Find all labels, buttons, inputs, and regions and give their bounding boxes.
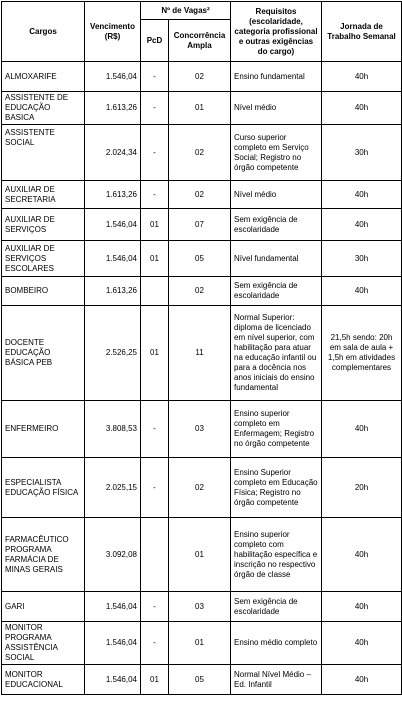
cell-vencimento: 2.526,25 [85,306,141,401]
cell-ampla: 02 [169,62,231,92]
cell-cargo: ENFERMEIRO [2,401,85,458]
cell-jornada: 40h [322,622,402,665]
cell-jornada: 40h [322,277,402,306]
cell-vencimento: 1.546,04 [85,592,141,622]
cell-vencimento: 1.613,26 [85,181,141,209]
cell-ampla: 02 [169,458,231,518]
table-row [2,181,402,209]
cell-ampla: 02 [169,277,231,306]
cell-cargo: ALMOXARIFE [2,62,85,92]
table-row [2,241,402,277]
cell-cargo: MONITOR PROGRAMA ASSISTÊNCIA SOCIAL [2,622,85,665]
cell-requisitos: Curso superior completo em Serviço Social; Registro no órgão competente [231,125,322,181]
cell-vencimento: 3.808,53 [85,401,141,458]
cell-jornada: 40h [322,62,402,92]
cell-pcd: - [141,622,169,665]
cell-vencimento: 1.546,04 [85,241,141,277]
cell-ampla: 05 [169,665,231,695]
cell-cargo: ASSISTENTE DE EDUCAÇÃO BASICA [2,92,85,125]
cell-jornada: 40h [322,665,402,695]
header-jornada: Jornada de Trabalho Semanal [322,2,402,62]
cell-vencimento: 2.024,34 [85,125,141,181]
table-row [2,458,402,518]
cell-requisitos: Nível fundamental [231,241,322,277]
cell-requisitos: Normal Nível Médio – Ed. Infantil [231,665,322,695]
cell-cargo: DOCENTE EDUCAÇÃO BÁSICA PEB [2,306,85,401]
cell-pcd: 01 [141,306,169,401]
cell-jornada: 30h [322,125,402,181]
cell-ampla: 03 [169,401,231,458]
cell-pcd [141,518,169,592]
cell-pcd: 01 [141,241,169,277]
cell-ampla: 07 [169,209,231,241]
header-ampla: Concorrência Ampla [169,20,231,62]
cell-jornada: 21,5h sendo: 20h em sala de aula + 1,5h em atividades complementares [322,306,402,401]
cell-requisitos: Ensino superior completo com habilitação específica e inscrição no respectivo órgão de classe [231,518,322,592]
table-row [2,62,402,92]
cell-ampla: 01 [169,92,231,125]
cell-requisitos: Nível médio [231,181,322,209]
cell-jornada: 40h [322,209,402,241]
header-vagas: Nº de Vagas² [141,2,231,20]
cell-pcd: - [141,62,169,92]
cell-requisitos: Nível médio [231,92,322,125]
header-pcd: PcD [141,20,169,62]
cell-ampla: 02 [169,125,231,181]
cell-vencimento: 1.613,26 [85,92,141,125]
cell-cargo: ESPECIALISTA EDUCAÇÃO FÍSICA [2,458,85,518]
cell-requisitos: Ensino Superior completo em Educação Física; Registro no órgão competente [231,458,322,518]
table-row [2,125,402,181]
cell-pcd [141,277,169,306]
cell-jornada: 40h [322,592,402,622]
cell-vencimento: 1.546,04 [85,209,141,241]
cell-cargo: ASSISTENTE SOCIAL [2,125,85,181]
table-row [2,665,402,695]
cell-vencimento: 1.546,04 [85,62,141,92]
cell-jornada: 20h [322,458,402,518]
vacancies-table [1,1,402,695]
cell-cargo: MONITOR EDUCACIONAL [2,665,85,695]
cell-requisitos: Normal Superior: diploma de licenciado em nível superior, com habilitação para atuar na educação infantil ou para a docência nos anos iniciais do ensino fundamental [231,306,322,401]
table-row [2,92,402,125]
cell-vencimento: 1.613,26 [85,277,141,306]
cell-cargo: GARI [2,592,85,622]
table-row [2,306,402,401]
cell-jornada: 40h [322,518,402,592]
cell-pcd: - [141,181,169,209]
table-row [2,209,402,241]
cell-ampla: 05 [169,241,231,277]
cell-ampla: 02 [169,181,231,209]
cell-requisitos: Ensino superior completo em Enfermagem; Registro no órgão competente [231,401,322,458]
cell-vencimento: 2.025,15 [85,458,141,518]
cell-requisitos: Sem exigência de escolaridade [231,592,322,622]
cell-jornada: 30h [322,241,402,277]
cell-pcd: 01 [141,209,169,241]
cell-cargo: BOMBEIRO [2,277,85,306]
cell-pcd: - [141,458,169,518]
cell-cargo: AUXILIAR DE SERVIÇOS ESCOLARES [2,241,85,277]
cell-cargo: AUXILIAR DE SERVIÇOS [2,209,85,241]
header-requisitos: Requisitos (escolaridade, categoria profissional e outras exigências do cargo) [231,2,322,62]
cell-jornada: 40h [322,401,402,458]
table-row [2,592,402,622]
table-row [2,622,402,665]
cell-vencimento: 1.546,04 [85,622,141,665]
cell-vencimento: 1.546,04 [85,665,141,695]
cell-ampla: 01 [169,518,231,592]
cell-pcd: 01 [141,665,169,695]
cell-requisitos: Ensino médio completo [231,622,322,665]
cell-requisitos: Sem exigência de escolaridade [231,209,322,241]
cell-requisitos: Sem exigência de escolaridade [231,277,322,306]
table-row [2,518,402,592]
cell-pcd: - [141,401,169,458]
header-vencimento: Vencimento (R$) [85,2,141,62]
cell-jornada: 40h [322,92,402,125]
cell-vencimento: 3.092,08 [85,518,141,592]
cell-jornada: 40h [322,181,402,209]
table-row [2,277,402,306]
cell-ampla: 11 [169,306,231,401]
cell-pcd: - [141,592,169,622]
cell-pcd: - [141,125,169,181]
cell-cargo: FARMACÊUTICO PROGRAMA FARMÁCIA DE MINAS GERAIS [2,518,85,592]
cell-cargo: AUXILIAR DE SECRETARIA [2,181,85,209]
cell-requisitos: Ensino fundamental [231,62,322,92]
header-cargos: Cargos [2,2,85,62]
cell-pcd: - [141,92,169,125]
cell-ampla: 01 [169,622,231,665]
table-row [2,401,402,458]
cell-ampla: 03 [169,592,231,622]
